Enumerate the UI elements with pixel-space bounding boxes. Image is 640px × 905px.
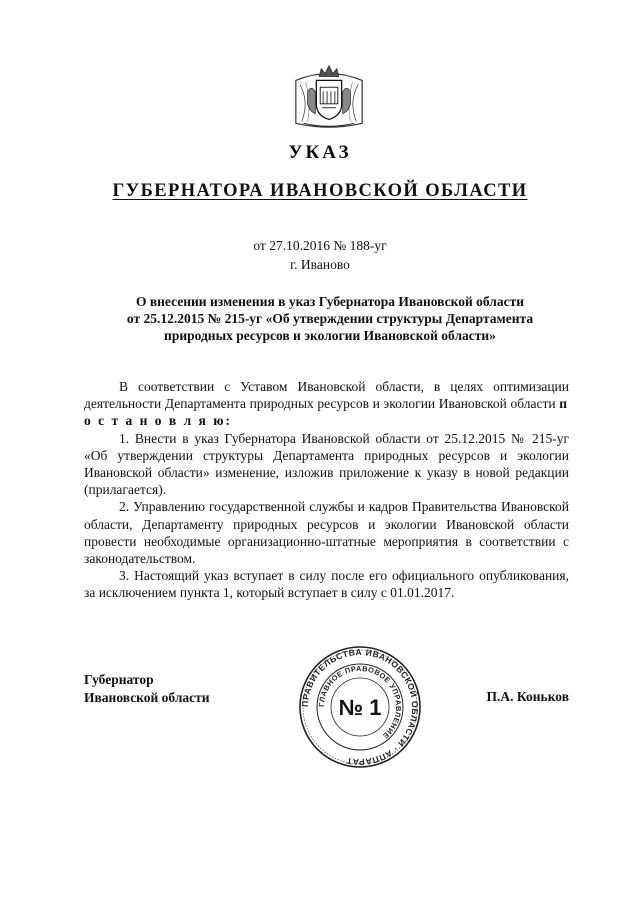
official-stamp (298, 645, 422, 769)
preamble-paragraph (84, 378, 569, 430)
subject-line: от 25.12.2015 № 215-уг «Об утверждении структуры Департамента (126, 311, 534, 326)
coat-of-arms-emblem (290, 62, 368, 132)
position-line: Губернатор (84, 672, 154, 687)
preamble-text: В соответствии с Уставом Ивановской области, в целях оптимизации деятельности Департамента природных ресурсов и экологии Ивановской области (84, 379, 569, 412)
item-paragraph: 1. Внести в указ Губернатора Ивановской области от 25.12.2015 № 215-уг «Об утверждении структуры Департамента природных ресурсов и экологии Ивановской области» изменение, изложив приложение к указу в новой редакции (прилагается). (84, 430, 569, 498)
document-subject (70, 293, 590, 344)
stamp-number: № 1 (338, 695, 382, 720)
signatory-position (84, 671, 210, 707)
document-date-number: от 27.10.2016 № 188-уг (253, 238, 387, 253)
subject-line: О внесении изменения в указ Губернатора Ивановской области (135, 294, 524, 309)
decree-word: п о с т а н о в л я ю: (84, 396, 570, 429)
position-line: Ивановской области (84, 690, 210, 705)
item-paragraph: 3. Настоящий указ вступает в силу после его официального опубликования, за исключением пункта 1, который вступает в силу с 01.01.2017. (84, 568, 569, 601)
item-paragraph: 2. Управлению государственной службы и кадров Правительства Ивановской области, Департаменту природных ресурсов и экологии Ивановской области провести необходимые организационно-штатные мероприятия в соответствии с законодательством. (84, 499, 569, 567)
document-body (84, 378, 569, 602)
stamp-inner-text: ГЛАВНОЕ ПРАВОВОЕ УПРАВЛЕНИЕ (316, 663, 404, 741)
subject-line: природных ресурсов и экологии Ивановской области» (164, 328, 496, 343)
stamp-outer-text: ПРАВИТЕЛЬСТВА ИВАНОВСКОЙ ОБЛАСТИ · АППАРАТ (299, 646, 421, 768)
signatory-name: П.А. Коньков (486, 689, 569, 704)
document-title: УКАЗ (288, 142, 352, 163)
document-city: г. Иваново (290, 257, 350, 272)
document-subtitle: ГУБЕРНАТОРА ИВАНОВСКОЙ ОБЛАСТИ (112, 181, 528, 201)
